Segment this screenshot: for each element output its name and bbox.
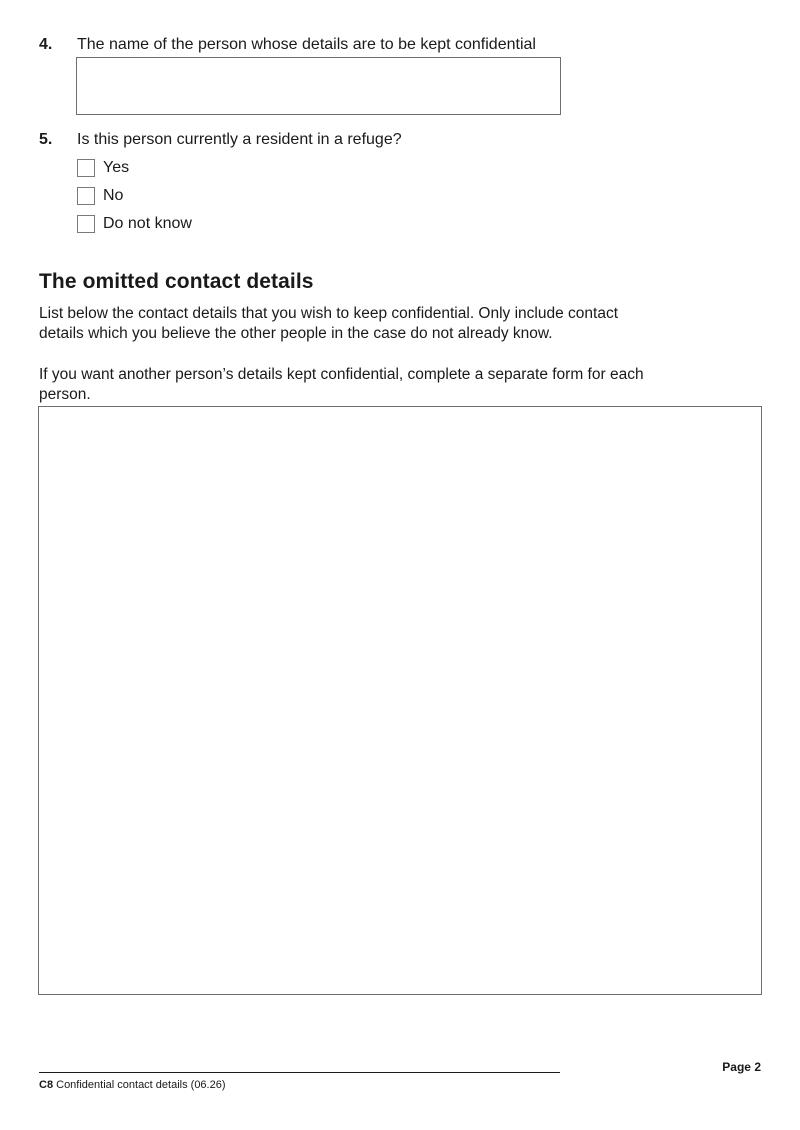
question-4-text: The name of the person whose details are to be kept confidential xyxy=(77,36,536,53)
question-5-text: Is this person currently a resident in a refuge? xyxy=(77,131,402,148)
refuge-option-do-not-know[interactable] xyxy=(77,214,192,234)
section-heading: The omitted contact details xyxy=(39,270,314,293)
question-4-number: 4. xyxy=(39,36,53,53)
form-title: Confidential contact details (06.26) xyxy=(56,1079,226,1091)
page-number: Page 2 xyxy=(722,1060,761,1074)
section-intro-paragraph: List below the contact details that you wish to keep confidential. Only include contact details which you believe the other people in the case do not already know. xyxy=(39,305,619,342)
yes-label: Yes xyxy=(103,159,130,176)
do-not-know-label: Do not know xyxy=(103,215,192,232)
contact-details-field[interactable] xyxy=(38,406,762,995)
refuge-option-yes[interactable] xyxy=(77,158,129,178)
person-name-field[interactable] xyxy=(76,57,561,115)
section-note-paragraph: If you want another person’s details kept confidential, complete a separate form for each person. xyxy=(39,366,644,403)
question-5-number: 5. xyxy=(39,131,53,148)
no-checkbox[interactable] xyxy=(77,187,95,205)
form-code: C8 xyxy=(39,1079,54,1091)
footer-form-reference xyxy=(39,1079,226,1091)
yes-checkbox[interactable] xyxy=(77,159,95,177)
no-label: No xyxy=(103,187,124,204)
footer-divider xyxy=(39,1072,560,1073)
refuge-option-no[interactable] xyxy=(77,186,123,206)
do-not-know-checkbox[interactable] xyxy=(77,215,95,233)
